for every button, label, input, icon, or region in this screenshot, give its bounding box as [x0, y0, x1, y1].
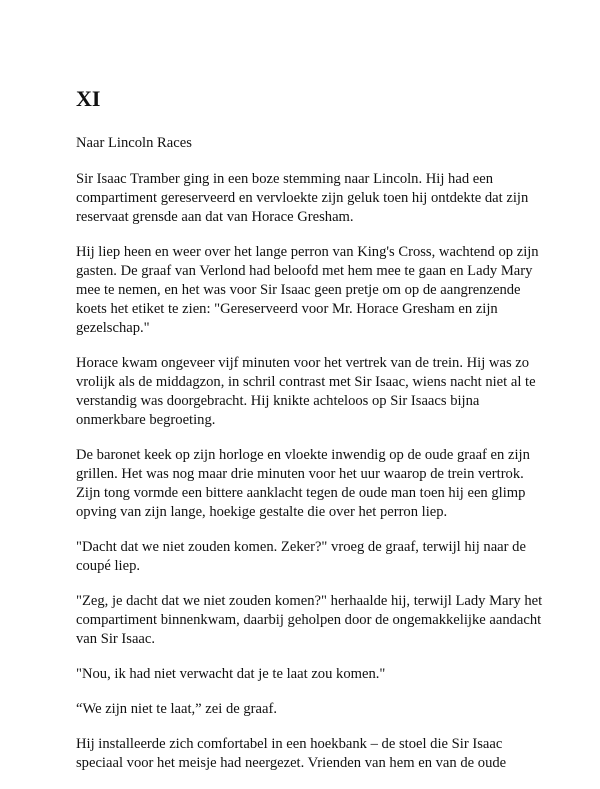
- paragraph-6: "Zeg, je dacht dat we niet zouden komen?" herhaalde hij, terwijl Lady Mary het compartiment binnenkwam, daarbij geholpen door de ongemakkelijke aandacht van Sir Isaac.: [76, 593, 543, 647]
- paragraph-1: Sir Isaac Tramber ging in een boze stemming naar Lincoln. Hij had een compartiment gereserveerd en vervloekte zijn geluk toen hij ontdekte dat zijn reservaat grensde aan dat van Horace Gresham.: [76, 171, 529, 225]
- paragraph-8: “We zijn niet te laat,” zei de graaf.: [76, 701, 277, 717]
- book-page: [76, 86, 546, 789]
- paragraph-5: "Dacht dat we niet zouden komen. Zeker?" vroeg de graaf, terwijl hij naar de coupé liep.: [76, 539, 526, 574]
- paragraph-2: Hij liep heen en weer over het lange perron van King's Cross, wachtend op zijn gasten. De graaf van Verlond had beloofd met hem mee te gaan en Lady Mary mee te nemen, en het was voor Sir Isaac geen pretje om op de aangrenzende koets het etiket te zien: "Gereserveerd voor Mr. Horace Gresham en zijn gezelschap.": [76, 244, 539, 336]
- paragraph-9: Hij installeerde zich comfortabel in een hoekbank – de stoel die Sir Isaac speciaal voor het meisje had neergezet. Vrienden van hem en van de oude: [76, 736, 507, 771]
- chapter-number: XI: [76, 86, 101, 111]
- chapter-title: Naar Lincoln Races: [76, 135, 192, 151]
- paragraph-7: "Nou, ik had niet verwacht dat je te laat zou komen.": [76, 666, 386, 682]
- paragraph-4: De baronet keek op zijn horloge en vloekte inwendig op de oude graaf en zijn grillen. Het was nog maar drie minuten voor het uur waarop de trein vertrok. Zijn tong vormde een bittere aanklacht tegen de oude man toen hij een glimp opving van zijn lange, hoekige gestalte die over het perron liep.: [76, 447, 530, 520]
- paragraph-3: Horace kwam ongeveer vijf minuten voor het vertrek van de trein. Hij was zo vrolijk als de middagzon, in schril contrast met Sir Isaac, wiens nacht niet al te verstandig was doorgebracht. Hij knikte achteloos op Sir Isaacs bijna onmerkbare begroeting.: [76, 355, 536, 428]
